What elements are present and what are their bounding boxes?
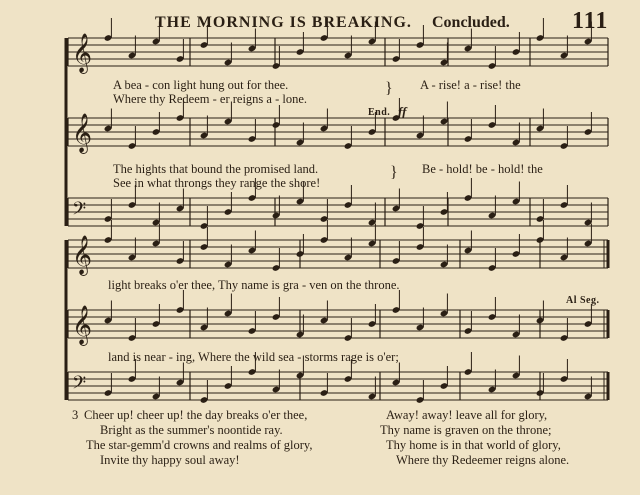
page-number: 111	[572, 8, 609, 34]
lyric-line: light breaks o'er thee, Thy name is gra - ven on the throne.	[108, 278, 400, 292]
verse-right-line: Where thy Redeemer reigns alone.	[396, 453, 570, 467]
hymn-subtitle: Concluded.	[432, 14, 510, 31]
verse-left-line: Bright as the summer's noontide ray.	[100, 423, 283, 437]
lyric-line: The hights that bound the promised land.	[113, 162, 319, 176]
lyric-line: See in what throngs they range the shore!	[113, 176, 321, 190]
dynamic-marking: ff	[398, 104, 407, 119]
verse-right-line: Thy home is in that world of glory,	[386, 438, 561, 452]
lyric-line: Be - hold! be - hold! the	[422, 162, 543, 176]
lyric-line: A - rise! a - rise! the	[420, 78, 521, 92]
lyric-line: Where thy Redeem - er reigns a - lone.	[113, 92, 308, 106]
treble-clef-icon: 𝄞	[72, 33, 93, 73]
treble-clef-icon: 𝄞	[72, 305, 93, 345]
lyric-brace: }	[385, 80, 393, 97]
treble-clef-icon: 𝄞	[72, 113, 93, 153]
bass-clef-icon: 𝄢	[72, 373, 87, 398]
verse-right-line: Thy name is graven on the throne;	[380, 423, 552, 437]
bass-clef-icon: 𝄢	[72, 199, 87, 224]
hymn-title: THE MORNING IS BREAKING.	[155, 14, 412, 31]
al-segno-marking: Al Seg.	[566, 295, 600, 306]
lyric-line: land is near - ing, Where the wild sea - storms rage is o'er;	[108, 350, 399, 364]
end-marking: End.	[368, 107, 391, 118]
verse-left-line: Cheer up! cheer up! the day breaks o'er thee,	[84, 408, 308, 422]
verse-left-line: The star-gemm'd crowns and realms of glory,	[86, 438, 313, 452]
treble-clef-icon: 𝄞	[72, 235, 93, 275]
lyric-line: A bea - con light hung out for thee.	[113, 78, 289, 92]
verse-left-line: Invite thy happy soul away!	[100, 453, 240, 467]
verse-number: 3	[72, 408, 79, 422]
lyric-brace: }	[390, 164, 398, 181]
verse-right-line: Away! away! leave all for glory,	[386, 408, 548, 422]
